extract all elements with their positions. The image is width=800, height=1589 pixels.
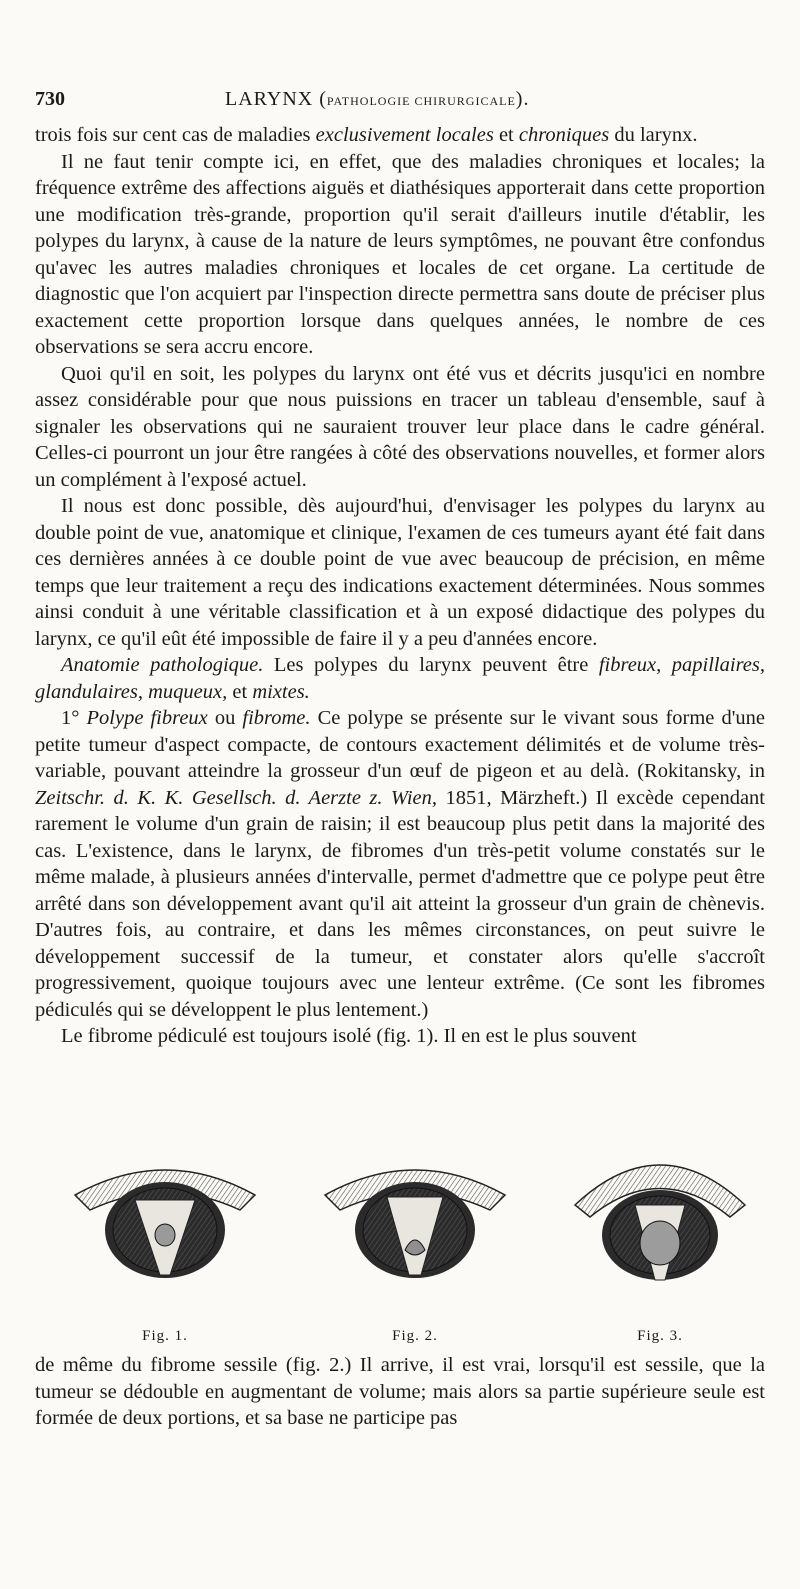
text-run: ou xyxy=(207,707,243,729)
paragraph xyxy=(35,149,765,361)
text-run: 1° xyxy=(61,707,87,729)
paragraph xyxy=(35,705,765,1023)
running-head-end: ). xyxy=(515,88,530,110)
figure-3-caption: Fig. 3. xyxy=(637,1328,683,1344)
text-run: Il nous est donc possible, dès aujourd'hui, d'envisager les polypes du larynx au double point de vue, anatomique et clinique, l'examen de ces tumeurs ayant été fait dans ces dernières années à ce double point de vue avec beaucoup de précision, en même temps que leur traitement a reçu des indications exactement déterminées. Nous sommes ainsi conduit à une véritable classification et à un exposé didactique des polypes du larynx, ce qu'il eût été impossible de faire il y a peu d'années encore. xyxy=(35,495,765,650)
page-number: 730 xyxy=(35,88,65,110)
figure-2-caption: Fig. 2. xyxy=(392,1328,438,1344)
body-text-bottom xyxy=(35,1352,765,1432)
text-run: Quoi qu'il en soit, les polypes du larynx ont été vus et décrits jusqu'ici en nombre assez considérable pour que nous puissions en tracer un tableau d'ensemble, sauf à signaler les observations qui ne sauraient trouver leur place dans le cadre général. Celles-ci pourront un jour être rangées à côté des observations nouvelles, et former alors un complément à l'exposé actuel. xyxy=(35,362,765,491)
paragraph xyxy=(35,652,765,705)
text-run: trois fois sur cent cas de maladies xyxy=(35,124,316,146)
paragraph xyxy=(35,1023,765,1050)
paragraph xyxy=(35,361,765,494)
paragraph xyxy=(35,122,765,149)
larynx-illustration-3 xyxy=(560,1135,760,1285)
text-run: de même du fibrome sessile (fig. 2.) Il arrive, il est vrai, lorsqu'il est sessile, que la tumeur se dédouble en augmentant de volume; mais alors sa partie supérieure seule est formée de deux portions, et sa base ne participe pas xyxy=(35,1354,765,1429)
figure-1-caption: Fig. 1. xyxy=(142,1328,188,1344)
italic-text: Zeitschr. d. K. K. Gesellsch. d. Aerzte z. Wien, xyxy=(35,786,438,809)
larynx-illustration-2 xyxy=(315,1135,515,1285)
text-run: Les polypes du larynx peuvent être xyxy=(263,654,599,676)
italic-text: fibreux, papillaires, glandulaires, muqueux, xyxy=(35,654,765,703)
larynx-illustration-1 xyxy=(65,1135,265,1285)
italic-text: chroniques xyxy=(518,124,610,146)
text-run: et xyxy=(493,124,519,146)
italic-text: mixtes. xyxy=(252,680,310,703)
figure-1 xyxy=(60,1135,270,1345)
figure-3 xyxy=(555,1135,765,1345)
italic-text: exclusivement locales xyxy=(315,124,494,146)
paragraph xyxy=(35,493,765,652)
figure-row xyxy=(60,1135,765,1345)
text-run: et xyxy=(227,680,253,703)
paragraph xyxy=(35,1352,765,1432)
page-header xyxy=(35,88,765,111)
italic-text: Polype fibreux xyxy=(86,707,208,729)
running-head-main: LARYNX ( xyxy=(225,88,327,110)
text-run: Ce polype se présente sur le vivant sous forme d'une petite tumeur d'aspect compacte, de contours exactement délimités et de volume très-variable, pouvant atteindre la grosseur d'un œuf de pigeon et au delà. (Rokitansky, in xyxy=(35,707,765,782)
running-head-subtitle: PATHOLOGIE CHIRURGICALE xyxy=(326,94,516,108)
text-run: Il ne faut tenir compte ici, en effet, que des maladies chroniques et locales; la fréquence extrême des affections aiguës et diathésiques apporterait dans cette proportion une modification très-grande, proportion qu'il serait d'ailleurs inutile d'établir, les polypes du larynx, à cause de la nature de leurs symptômes, ne pouvant être confondus qu'avec les autres maladies chroniques et locales de cet organe. La certitude de diagnostic que l'on acquiert par l'inspection directe permettra sans doute de préciser plus exactement cette proportion lorsque dans quelques années, le nombre de ces observations se sera accru encore. xyxy=(35,150,765,358)
italic-text: Anatomie pathologique. xyxy=(61,654,264,676)
running-head xyxy=(225,88,529,111)
text-run: du larynx. xyxy=(609,124,698,146)
text-run: Le fibrome pédiculé est toujours isolé (fig. 1). Il en est le plus souvent xyxy=(61,1025,637,1047)
figure-2 xyxy=(310,1135,520,1345)
body-text-top xyxy=(35,122,765,1050)
text-run: 1851, Märzheft.) Il excède cependant rarement le volume d'un grain de raisin; il est beaucoup plus petit dans la majorité des cas. L'existence, dans le larynx, de fibromes d'un très-petit volume constatés sur le même malade, à plusieurs années d'intervalle, permet d'admettre que ce polype peut être arrêté dans son développement avant qu'il ait atteint la grosseur d'un grain de chènevis. D'autres fois, au contraire, et dans les mêmes circonstances, on peut suivre le développement successif de la tumeur, et constater alors qu'elle s'accroît progressivement, quoique toujours avec une lenteur extrême. (Ce sont les fibromes pédiculés qui se développent le plus lentement.) xyxy=(35,786,766,1021)
italic-text: fibrome. xyxy=(242,707,311,729)
